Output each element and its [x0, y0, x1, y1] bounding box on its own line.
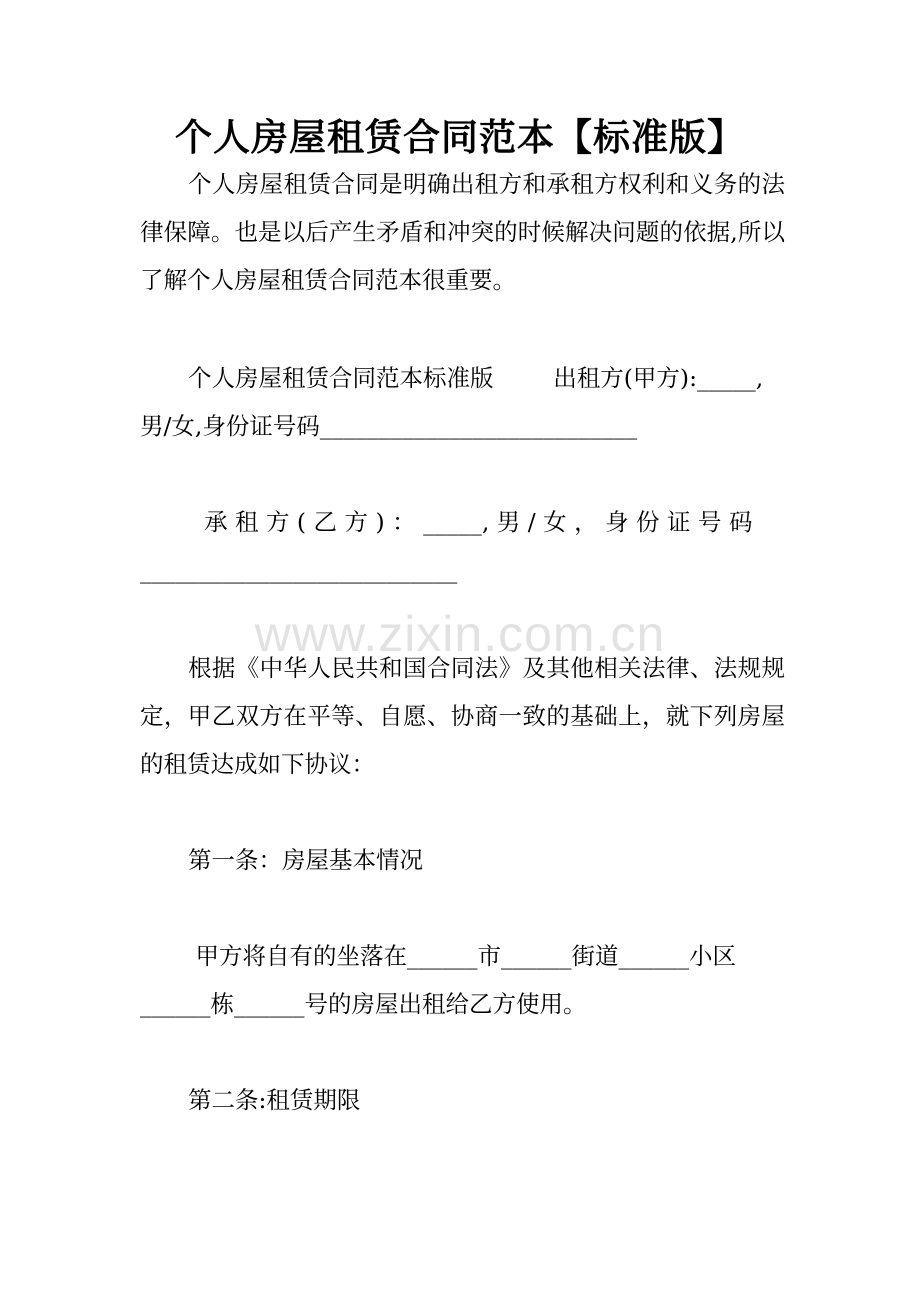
lessor-line-2: 男/女,身份证号码___________________________: [140, 412, 638, 440]
basis-paragraph: 根据《中华人民共和国合同法》及其他相关法律、法规规定，甲乙双方在平等、自愿、协商一致的基础上，就下列房屋的租赁达成如下协议：: [140, 654, 785, 778]
lessor-line-1: 个人房屋租赁合同范本标准版 出租方(甲方):_____,: [188, 364, 764, 392]
intro-paragraph: 个人房屋租赁合同是明确出租方和承租方权利和义务的法律保障。也是以后产生矛盾和冲突的时候解决问题的依据,所以了解个人房屋租赁合同范本很重要。: [140, 170, 785, 294]
article-1-line-2: ______栋______号的房屋出租给乙方使用。: [140, 990, 587, 1018]
article-1-heading: 第一条：房屋基本情况: [188, 846, 423, 874]
article-1-line-1: 甲方将自有的坐落在______市______街道______小区: [188, 942, 736, 970]
article-2-heading: 第二条:租赁期限: [188, 1086, 361, 1114]
lessee-line-2: ___________________________: [140, 556, 458, 584]
document-title: 个人房屋租赁合同范本【标准版】: [175, 115, 745, 159]
watermark: www.zixin.com.cn: [254, 606, 666, 662]
lessee-line-1: 承 租 方 ( 乙 方 ) ： _____, 男 / 女 ， 身 份 证 号 码: [204, 508, 753, 536]
